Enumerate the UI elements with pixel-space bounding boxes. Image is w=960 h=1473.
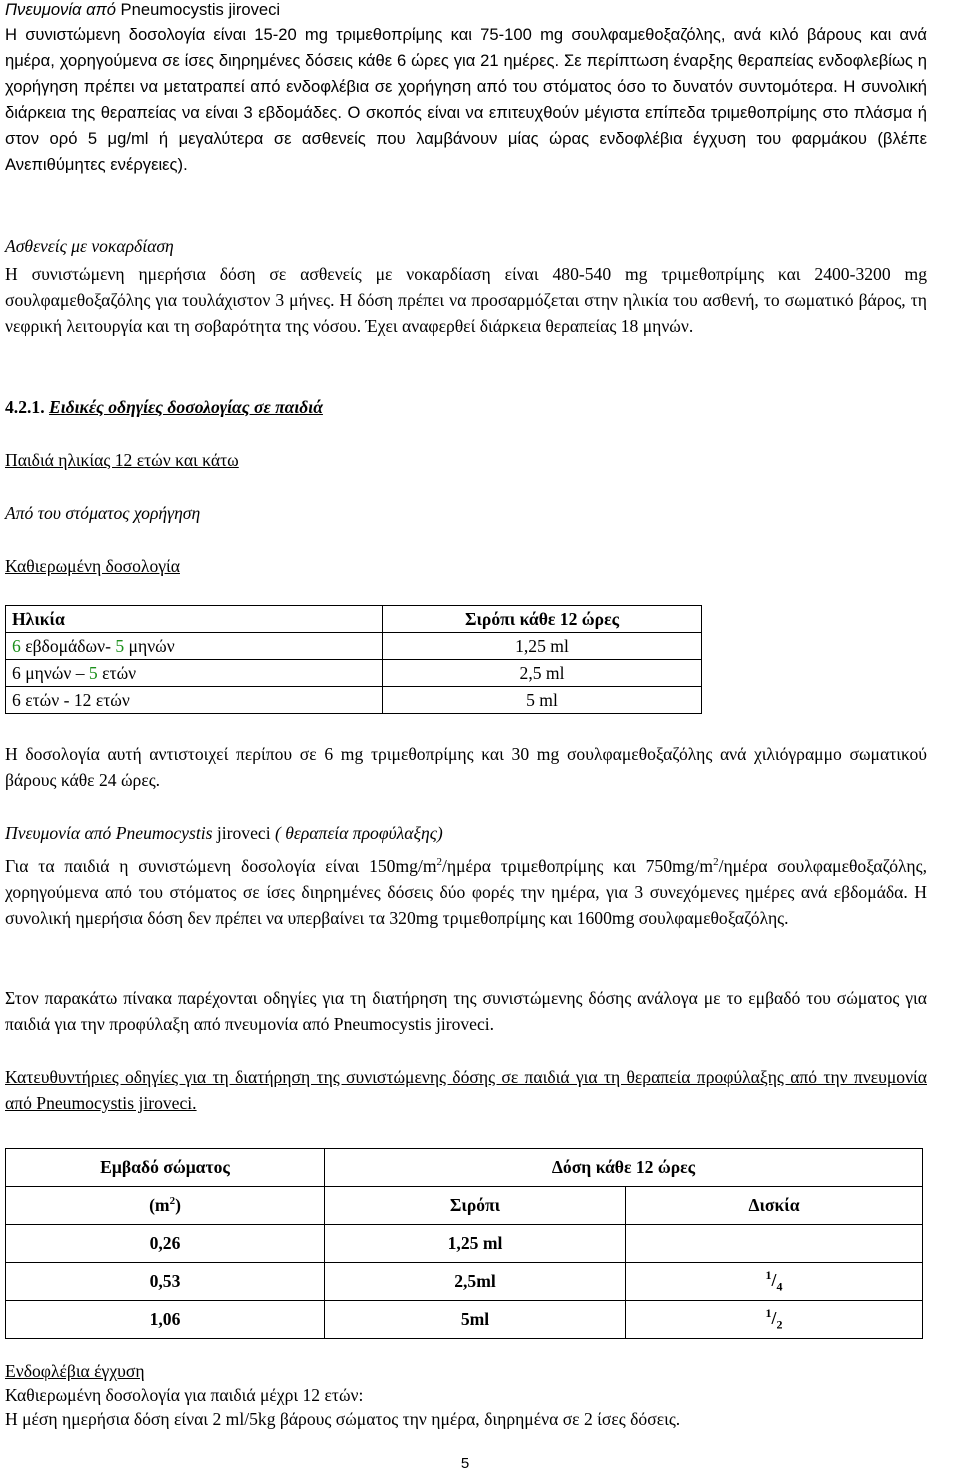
table-row (6, 687, 702, 714)
table-header-row (6, 1149, 923, 1187)
table-row (6, 1301, 923, 1339)
age-text: εβδομάδων- (20, 636, 116, 656)
pcp-heading-latin: Pneumocystis jiroveci (115, 0, 281, 19)
col-header-syrup: Σιρόπι κάθε 12 ώρες (383, 606, 702, 633)
table-row (6, 1263, 923, 1301)
prophylaxis-text: /ημέρα σουλφαμεθοξαζόλης, χορηγούμενα από του στόματος σε ίσες διηρημένες δόσεις δύο φορές την ημέρα, για 3 συνεχόμενες ημέρες ανά εβδομάδα. Η συνολική ημερήσια δόση δεν πρέπει να υπερβαίνει τα 320mg τριμεθοπρίμης και 1600mg σουλφαμεθοξαζόλης. (5, 855, 927, 928)
unit-text: ) (175, 1195, 181, 1215)
dose-cell: 1,25 ml (383, 633, 702, 660)
pcp-prophylaxis-paragraph (5, 849, 927, 931)
tablets-cell (626, 1301, 923, 1339)
superscript: 2 (713, 856, 719, 868)
syrup-cell: 2,5ml (325, 1263, 626, 1301)
pcp-prophylaxis-heading-c: ( θεραπεία προφύλαξης) (275, 823, 443, 843)
age-cell (6, 633, 383, 660)
nocardiosis-paragraph: Η συνιστώμενη ημερήσια δόση σε ασθενείς με νοκαρδίαση είναι 480-540 mg τριμεθοπρίμης και 2400-3200 mg σουλφαμεθοξαζόλης για τουλάχιστον 3 μήνες. Η δόση πρέπει να προσαρμόζεται στην ηλικία του ασθενή, το σωματικό βάρος, τη νεφρική λειτουργία και τη σοβαρότητα της νόσου. Έχει αναφερθεί διάρκεια θεραπείας 18 μηνών. (5, 264, 927, 336)
body-surface-dose-table (5, 1148, 923, 1339)
section-title: Ειδικές οδηγίες δοσολογίας σε παιδιά (48, 397, 323, 417)
pcp-dosing-text: Η συνιστώμενη δοσολογία είναι 15-20 mg τριμεθοπρίμης και 75-100 mg σουλφαμεθοξαζόλης, ανά κιλό βάρους και ανά ημέρα, χορηγούμενα σε ίσες διηρημένες δόσεις κάθε 6 ώρες για 21 ημέρες. (5, 25, 927, 70)
iv-infusion-heading: Ενδοφλέβια έγχυση (5, 1361, 145, 1381)
syrup-cell: 1,25 ml (325, 1225, 626, 1263)
col-header-age: Ηλικία (6, 606, 383, 633)
standard-dosage-heading: Καθιερωμένη δοσολογία (5, 556, 180, 576)
pcp-prophylaxis-heading-a: Πνευμονία από Pneumocystis (5, 823, 213, 843)
pcp-iv-switch-text: Σε περίπτωση έναρξης θεραπείας ενδοφλεβίως η χορήγηση πρέπει να μετατραπεί από ενδοφλέβια σε χορήγηση από του στόματος όσο το δυνατόν συντομότερα. Η συνολική διάρκεια της θεραπείας να είναι 3 εβδομάδες. (5, 51, 928, 122)
table-row (6, 633, 702, 660)
col-header-tablets: Δισκία (626, 1187, 923, 1225)
superscript: 2 (169, 1195, 176, 1208)
table-subheader-row (6, 1187, 923, 1225)
pcp-target-levels-text: Ο σκοπός είναι να επιτευχθούν μέγιστα επίπεδα τριμεθοπρίμης στο πλάσμα ή στον ορό 5 μg/ml ή μεγαλύτερα σε ασθενείς που λαμβάνουν μίας ώρας ενδοφλέβια έγχυση του φαρμάκου (βλέπε Ανεπιθύμητες ενέργειες). (5, 103, 927, 174)
pcp-heading (5, 0, 280, 20)
area-cell: 1,06 (6, 1301, 325, 1339)
col-header-area: Εμβαδό σώματος (6, 1149, 325, 1187)
dose-cell: 5 ml (383, 687, 702, 714)
tablets-cell (626, 1263, 923, 1301)
col-header-syrup: Σιρόπι (325, 1187, 626, 1225)
fraction-numerator: 1 (765, 1268, 772, 1283)
iv-dosage-line-2: Η μέση ημερήσια δόση είναι 2 ml/5kg βάρους σώματος την ημέρα, διηρημένα σε 2 ίσες δόσεις. (5, 1409, 681, 1429)
table-caption: Κατευθυντήριες οδηγίες για τη διατήρηση της συνιστώμενης δόσης σε παιδιά για τη θεραπεία προφύλαξης από την πνευμονία από Pneumocystis jiroveci. (5, 1067, 927, 1113)
pcp-treatment-paragraph (5, 22, 927, 178)
children-12-heading: Παιδιά ηλικίας 12 ετών και κάτω (5, 450, 239, 470)
prophylaxis-text: /ημέρα τριμεθοπρίμης και 750mg/m (442, 855, 714, 876)
prophylaxis-text: Για τα παιδιά η συνιστώμενη δοσολογία είναι 150mg/m (5, 855, 437, 876)
fraction-slash: / (771, 1270, 777, 1291)
nocardiosis-heading: Ασθενείς με νοκαρδίαση (5, 236, 174, 256)
superscript: 2 (436, 856, 443, 868)
oral-admin-heading: Από του στόματος χορήγηση (5, 503, 201, 523)
area-unit-cell (6, 1187, 325, 1225)
age-cell: 6 ετών - 12 ετών (6, 687, 383, 714)
table-header-row (6, 606, 702, 633)
pcp-prophylaxis-heading-b: jiroveci (212, 823, 276, 843)
age-green-number: 5 (115, 636, 125, 656)
dose-cell: 2,5 ml (383, 660, 702, 687)
age-green-number: 6 (12, 636, 21, 656)
section-heading (5, 396, 323, 418)
table-row (6, 1225, 923, 1263)
page-number: 5 (460, 1455, 470, 1472)
section-number: 4.2.1. (5, 397, 49, 417)
iv-dosage-line-1: Καθιερωμένη δοσολογία για παιδιά μέχρι 12 ετών: (5, 1385, 364, 1405)
fraction-denominator: 2 (776, 1317, 783, 1332)
syrup-cell: 5ml (325, 1301, 626, 1339)
age-cell (6, 660, 383, 687)
fraction-slash: / (771, 1308, 777, 1329)
dosage-equivalence-paragraph: Η δοσολογία αυτή αντιστοιχεί περίπου σε 6 mg τριμεθοπρίμης και 30 mg σουλφαμεθοξαζόλης ανά χιλιόγραμμο σωματικού βάρους κάθε 24 ώρες. (5, 744, 927, 790)
fraction-numerator: 1 (765, 1306, 772, 1321)
pcp-heading-greek: Πνευμονία από (5, 0, 116, 19)
unit-text: (m (149, 1195, 170, 1215)
tablets-cell (626, 1225, 923, 1263)
pcp-prophylaxis-heading (5, 822, 443, 844)
age-text: 6 μηνών – (12, 663, 89, 683)
age-text: ετών (97, 663, 137, 683)
fraction-denominator: 4 (776, 1279, 783, 1294)
area-cell: 0,26 (6, 1225, 325, 1263)
area-cell: 0,53 (6, 1263, 325, 1301)
table-intro-paragraph: Στον παρακάτω πίνακα παρέχονται οδηγίες για τη διατήρηση της συνιστώμενης δόσης ανάλογα με το εμβαδό του σώματος για παιδιά για την προφύλαξη από πνευμονία από Pneumocystis jiroveci. (5, 988, 927, 1034)
pediatric-dose-table (5, 605, 702, 714)
age-green-number: 5 (88, 663, 98, 683)
table-row (6, 660, 702, 687)
age-text: μηνών (124, 636, 175, 656)
col-header-dose: Δόση κάθε 12 ώρες (325, 1149, 923, 1187)
